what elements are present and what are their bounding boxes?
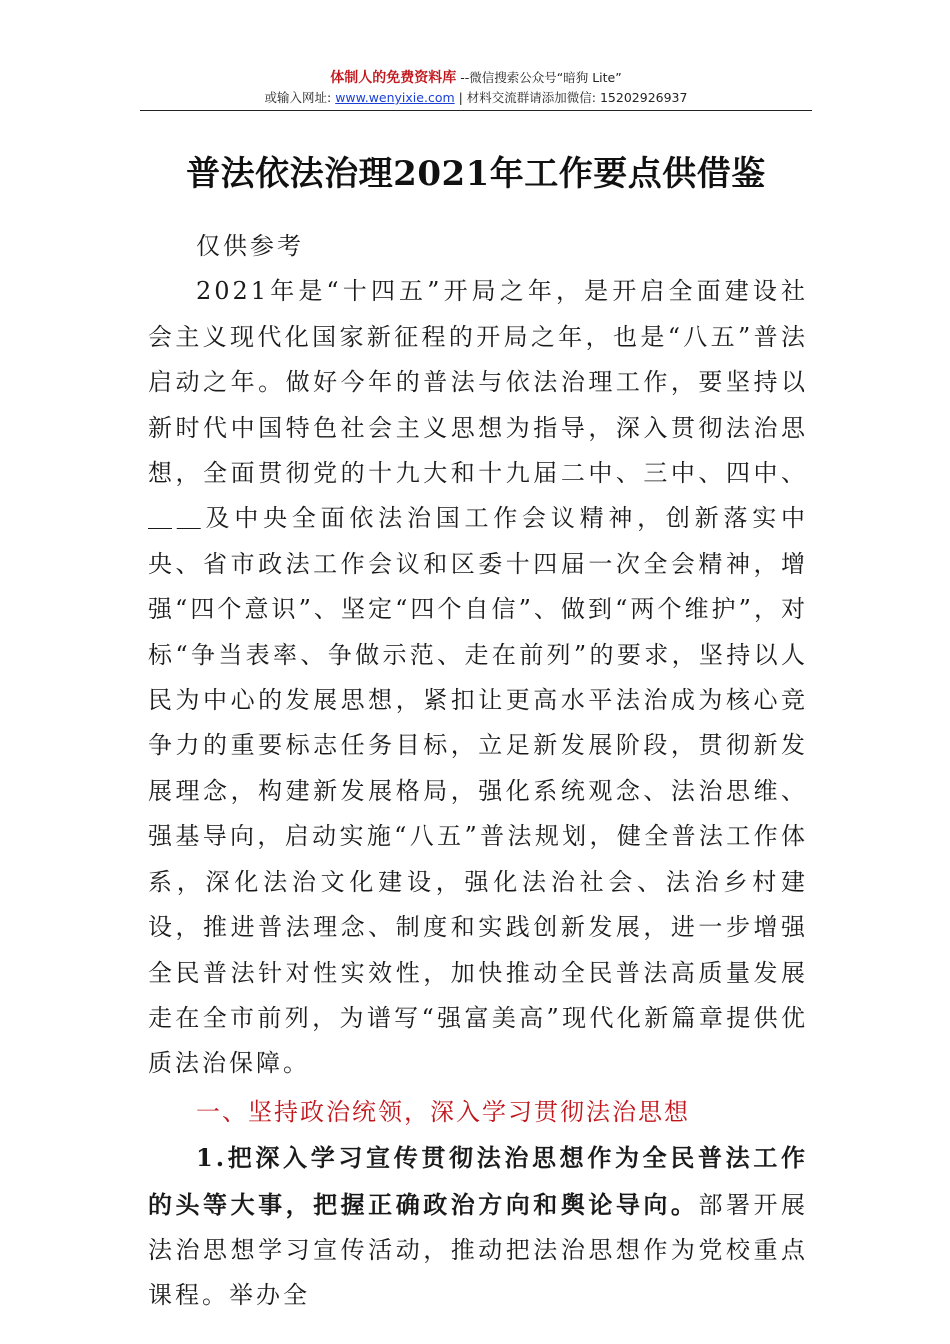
header-line-1: [140, 68, 812, 88]
header-url-prefix: 或输入网址:: [264, 90, 336, 105]
section-1-heading: 一、坚持政治统领，深入学习贯彻法治思想: [196, 1097, 690, 1126]
document-body: [148, 224, 808, 1319]
header-contact: | 材料交流群请添加微信: 15202926937: [454, 90, 688, 105]
header-url-link[interactable]: www.wenyixie.com: [335, 90, 455, 105]
item-1-paragraph: [148, 1135, 808, 1319]
header-tagline: --微信搜索公众号“暗狗 Lite”: [456, 70, 622, 85]
header-line-2: [140, 88, 812, 107]
item-1-text: 部署开展法治思想学习宣传活动，推动把法治思想作为党校重点课程。举办全: [148, 1190, 809, 1310]
reference-note: 仅供参考: [196, 232, 304, 260]
header-brand: 体制人的免费资料库: [330, 70, 457, 86]
document-title: 普法依法治理2021年工作要点供借鉴: [186, 154, 766, 194]
page-header: [140, 68, 812, 107]
header-divider: [140, 110, 812, 111]
intro-paragraph: 2021年是“十四五”开局之年，是开启全面建设社会主义现代化国家新征程的开局之年，也是“八五”普法启动之年。做好今年的普法与依法治理工作，要坚持以新时代中国特色社会主义思想为指导，深入贯彻法治思想，全面贯彻党的十九大和十九届二中、三中、四中、＿＿及中央全面依法治国工作会议精神，创新落实中央、省市政法工作会议和区委十四届一次全会精神，增强“四个意识”、坚定“四个自信”、做到“两个维护”，对标“争当表率、争做示范、走在前列”的要求，坚持以人民为中心的发展思想，紧扣让更高水平法治成为核心竞争力的重要标志任务目标，立足新发展阶段，贯彻新发展理念，构建新发展格局，强化系统观念、法治思维、强基导向，启动实施“八五”普法规划，健全普法工作体系，深化法治文化建设，强化法治社会、法治乡村建设，推进普法理念、制度和实践创新发展，进一步增强全民普法针对性实效性，加快推动全民普法高质量发展走在全市前列，为谱写“强富美高”现代化新篇章提供优质法治保障。: [148, 277, 808, 1078]
item-1-lead: 1.把深入学习宣传贯彻法治思想作为全民普法工作的头等大事，把握正确政治方向和舆论导向。: [148, 1143, 808, 1219]
